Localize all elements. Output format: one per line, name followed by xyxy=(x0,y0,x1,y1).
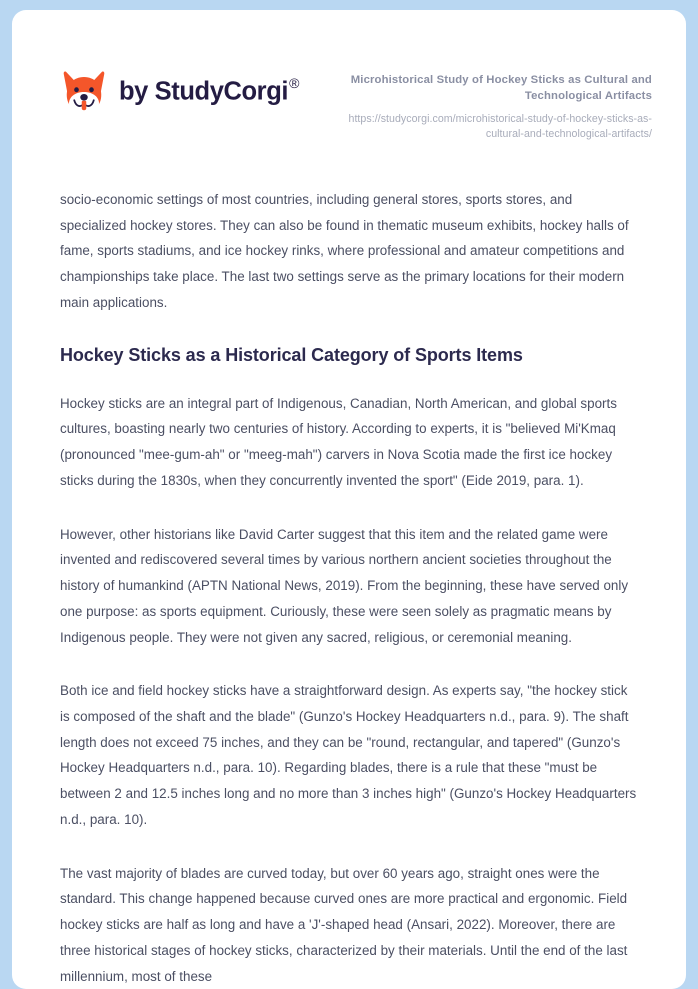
document-page xyxy=(12,10,686,989)
brand-name-text: by StudyCorgi xyxy=(119,77,289,106)
paragraph-2: Hockey sticks are an integral part of Indigenous, Canadian, North American, and global sports cultures, boasting nearly two centuries of history. According to experts, it is "believed Mi'Kmaq (pronounced "mee-gum-ah" or "meeg-mah") carvers in Nova Scotia made the first ice hockey sticks during the 1830s, when they concurrently invented the sport" (Eide 2019, para. 1). xyxy=(60,395,617,488)
paragraph-1: socio-economic settings of most countries, including general stores, sports stores, and specialized hockey stores. They can also be found in thematic museum exhibits, hockey halls of fame, sports stadiums, and ice hockey rinks, where professional and amateur competitions and championships take place. The last two settings serve as the primary locations for their modern main applications. xyxy=(60,191,629,310)
studycorgi-brand xyxy=(60,62,298,116)
page-title: Microhistorical Study of Hockey Sticks as Cultural and Technological Artifacts xyxy=(350,74,652,103)
brand-name xyxy=(119,77,298,107)
corgi-head-icon xyxy=(60,68,108,116)
document-header xyxy=(12,10,686,143)
source-url[interactable]: https://studycorgi.com/microhistorical-study-of-hockey-sticks-as-cultural-and-technological-artifacts/ xyxy=(348,113,652,141)
paragraph-5: The vast majority of blades are curved today, but over 60 years ago, straight ones were the standard. This change happened because curved ones are more practical and ergonomic. Field hockey sticks are half as long and have a 'J'-shaped head (Ansari, 2022). Moreover, there are three historical stages of hockey sticks, characterized by their materials. Until the end of the last millennium, most of these xyxy=(60,865,628,984)
paragraph-3: However, other historians like David Carter suggest that this item and the related game were invented and rediscovered several times by various northern ancient societies throughout the history of humankind (APTN National News, 2019). From the beginning, these have served only one purpose: as sports equipment. Curiously, these were seen solely as pragmatic means by Indigenous people. They were not given any sacred, religious, or ceremonial meaning. xyxy=(60,526,629,645)
header-meta xyxy=(312,62,652,143)
document-body xyxy=(12,187,686,989)
paragraph-4: Both ice and field hockey sticks have a straightforward design. As experts say, "the hockey stick is composed of the shaft and the blade" (Gunzo's Hockey Headquarters n.d., para. 9). The shaft length does not exceed 75 inches, and they can be "round, rectangular, and tapered" (Gunzo's Hockey Headquarters n.d., para. 10). Regarding blades, there is a rule that these "must be between 2 and 12.5 inches long and no more than 3 inches high" (Gunzo's Hockey Headquarters n.d., para. 10). xyxy=(60,683,637,827)
registered-trademark-icon: ® xyxy=(289,75,299,92)
section-heading-1: Hockey Sticks as a Historical Category of Sports Items xyxy=(60,345,523,366)
